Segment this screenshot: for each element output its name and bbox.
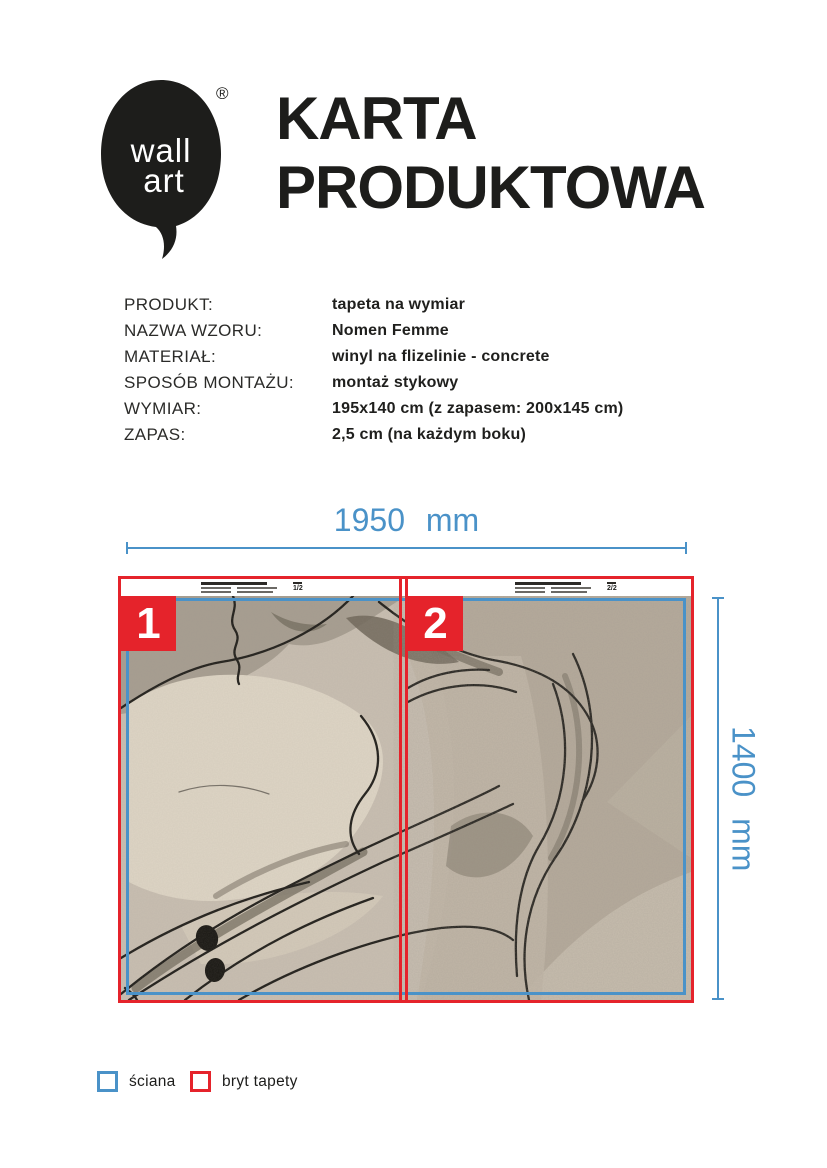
height-dimension-line	[717, 598, 719, 1000]
spec-value: 2,5 cm (na każdym boku)	[332, 426, 526, 443]
width-dimension-tick-right	[685, 542, 687, 554]
legend-strip-swatch	[190, 1071, 211, 1092]
width-dimension-line	[127, 547, 686, 549]
width-dimension-label: 1950 mm	[333, 502, 480, 538]
spec-row-wymiar	[124, 396, 684, 422]
height-dimension-tick-bottom	[712, 998, 724, 1000]
height-dimension-label: 1400 mm	[725, 726, 762, 872]
spec-row-zapas	[124, 422, 684, 448]
spec-value: tapeta na wymiar	[332, 296, 466, 313]
legend-wall-swatch	[97, 1071, 118, 1092]
spec-row-produkt	[124, 292, 684, 318]
panel2-header-microtext	[515, 581, 617, 594]
panel1-header-microtext	[201, 581, 303, 594]
spec-value: winyl na flizelinie - concrete	[332, 348, 550, 365]
panel1-number-badge	[121, 596, 176, 651]
panel2-number: 2	[423, 598, 448, 648]
spec-label: ZAPAS:	[124, 425, 186, 444]
page-title-line2: PRODUKTOWA	[276, 154, 705, 221]
microtext-bars	[515, 581, 591, 594]
spec-value: Nomen Femme	[332, 322, 449, 339]
legend-wall-label: ściana	[129, 1073, 176, 1090]
spec-row-material	[124, 344, 684, 370]
registered-trademark-icon: ®	[216, 84, 229, 103]
wallart-logo	[98, 78, 248, 268]
panel1-page-fraction: 1/2	[293, 581, 303, 594]
page-title-line1: KARTA	[276, 85, 477, 152]
wallpaper-layout-preview	[118, 576, 694, 1003]
panel1-number: 1	[136, 598, 161, 648]
spec-label: SPOSÓB MONTAŻU:	[124, 373, 295, 392]
spec-row-sposob-montazu	[124, 370, 684, 396]
height-dimension-tick-top	[712, 597, 724, 599]
spec-label: NAZWA WZORU:	[124, 321, 263, 340]
page-title	[276, 84, 705, 222]
strip-divider-left-edge	[399, 579, 402, 1000]
spec-row-nazwa-wzoru	[124, 318, 684, 344]
spec-label: MATERIAŁ:	[124, 347, 217, 366]
panel2-number-badge	[408, 596, 463, 651]
speech-bubble-logo-icon	[98, 78, 233, 268]
logo-word-wall: wall	[130, 132, 192, 169]
panel2-page-fraction: 2/2	[607, 581, 617, 594]
spec-value: montaż stykowy	[332, 374, 459, 391]
spec-value: 195x140 cm (z zapasem: 200x145 cm)	[332, 400, 624, 417]
spec-label: WYMIAR:	[124, 399, 202, 418]
legend-strip-label: bryt tapety	[222, 1073, 298, 1090]
spec-label: PRODUKT:	[124, 295, 214, 314]
width-dimension-tick-left	[126, 542, 128, 554]
logo-word-art: art	[143, 162, 185, 199]
microtext-bars	[201, 581, 277, 594]
product-spec-table	[124, 292, 684, 448]
